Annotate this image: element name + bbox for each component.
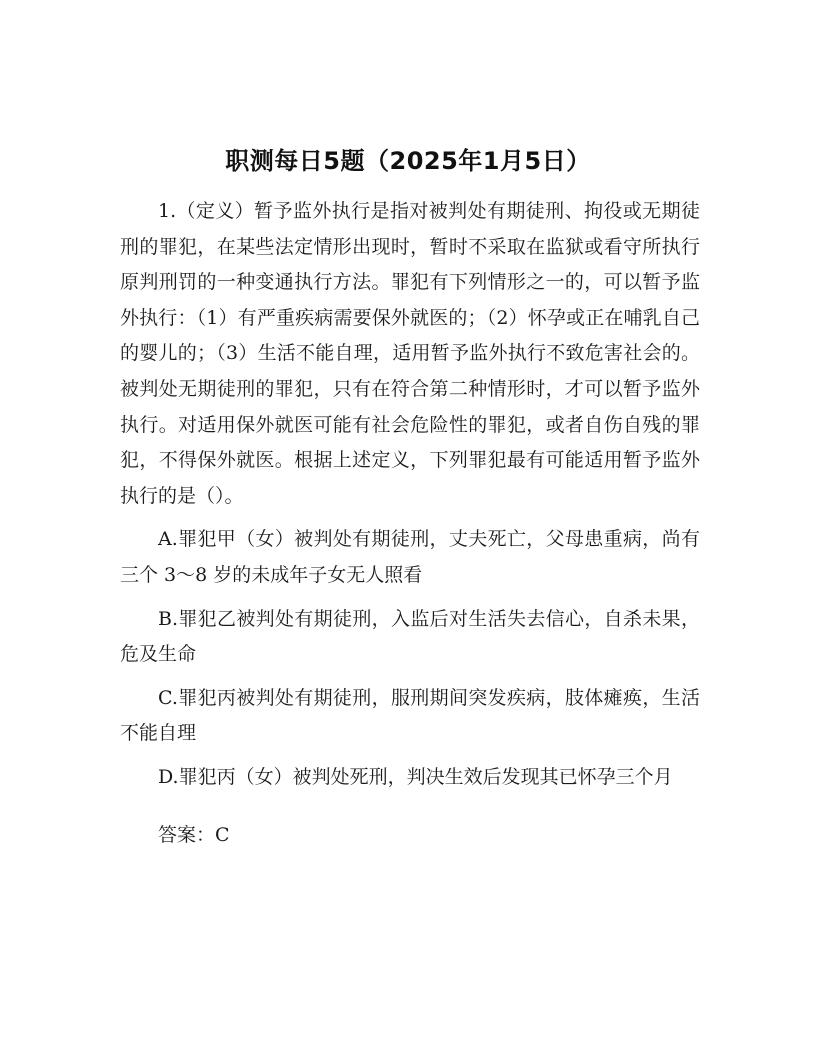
option-d: D.罪犯丙（女）被判处死刑，判决生效后发现其已怀孕三个月 [158,765,673,788]
document-title: 职测每日5题（2025年1月5日） [225,147,591,175]
option-c: C.罪犯丙被判处有期徒刑，服刑期间突发疾病，肢体瘫痪，生活不能自理 [120,686,700,745]
question-block [120,194,700,853]
question-stem: 1.（定义）暂予监外执行是指对被判处有期徒刑、拘役或无期徒刑的罪犯，在某些法定情形出现时，暂时不采取在监狱或看守所执行原判刑罚的一种变通执行方法。罪犯有下列情形之一的，可以暂予监外执行：（1）有严重疾病需要保外就医的；（2）怀孕或正在哺乳自己的婴儿的；（3）生活不能自理，适用暂予监外执行不致危害社会的。被判处无期徒刑的罪犯，只有在符合第二种情形时，才可以暂予监外执行。对适用保外就医可能有社会危险性的罪犯，或者自伤自残的罪犯，不得保外就医。根据上述定义，下列罪犯最有可能适用暂予监外执行的是（）。 [120,200,700,507]
option-b: B.罪犯乙被判处有期徒刑，入监后对生活失去信心，自杀未果，危及生命 [120,607,700,666]
answer-line: 答案：C [158,823,230,846]
option-a: A.罪犯甲（女）被判处有期徒刑，丈夫死亡，父母患重病，尚有三个 3～8 岁的未成年子女无人照看 [120,528,700,586]
